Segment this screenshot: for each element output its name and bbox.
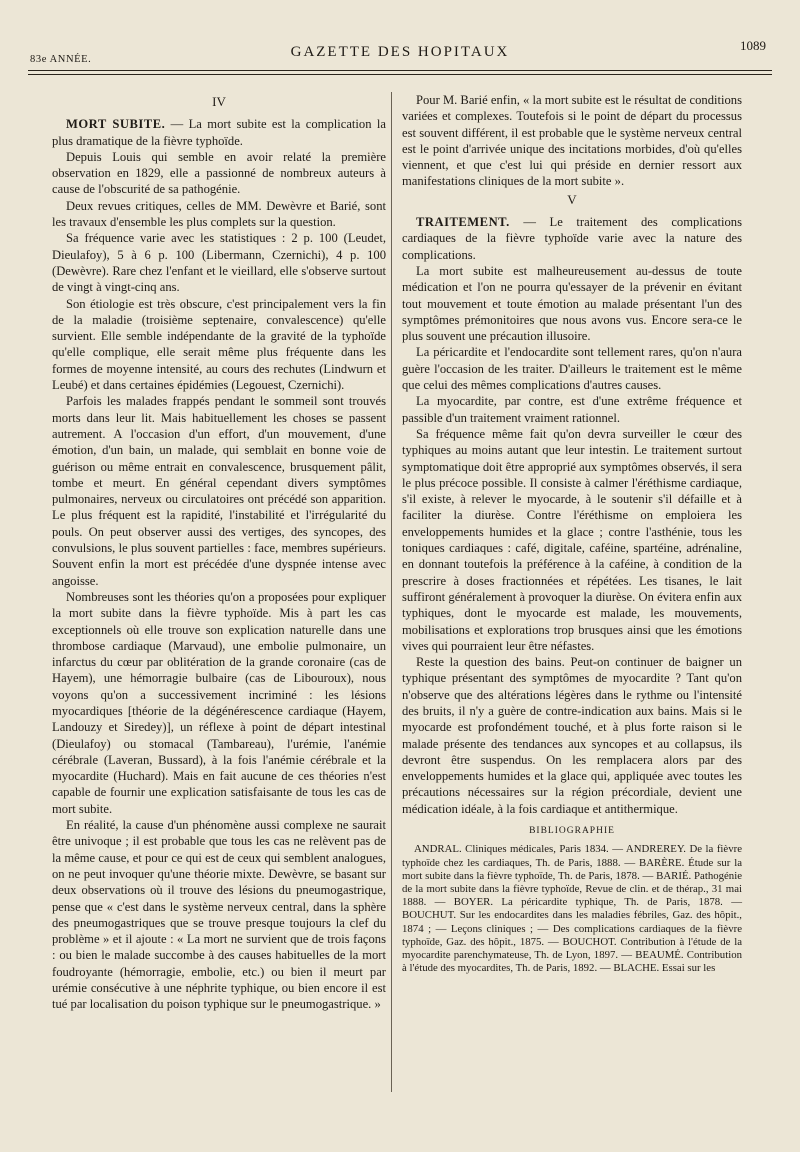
paragraph: En réalité, la cause d'un phénomène aussi complexe ne saurait être univoque ; il est probable que tous les cas ne relèvent pas de la même cause, et pour ce qui est de ceux qui semblent analogues, on ne peut invoquer qu'une théorie mixte. Dewèvre, se basant sur deux observations où il trouve des lésions du pneumogastrique, pense que « c'est dans le système nerveux central, dans la sphère des pneumogastriques que se trouve presque toujours la clef du problème » et il ajoute : « La mort ne survient que de trois façons : ou bien le malade succombe à des causes habituelles de la mort foudroyante (hémorragie, embolie, etc.) ou bien il meurt par urémie consécutive à une néphrite typhique, ou bien encore il est tué par localisation du poison typhique sur le pneumogastrique. »	[52, 818, 386, 1012]
page-number: 1089	[740, 38, 766, 53]
paragraph: La myocardite, par contre, est d'une extrême fréquence et passible d'un traitement vraiment rationnel.	[402, 394, 742, 425]
paragraph: Son étiologie est très obscure, c'est principalement vers la fin de la maladie (troisième septenaire, convalescence) qu'elle survient. Elle semble indépendante de la gravité de la typhoïde qu'elle complique, elle serait même plus fréquente dans les formes de moyenne intensité, au cours des rechutes (Lindwurn et Leubé) et dans certaines épidémies (Legouest, Czernichi).	[52, 296, 386, 393]
right-column	[402, 92, 742, 975]
paragraph: Reste la question des bains. Peut-on continuer de baigner un typhique présentant des symptômes de myocardite ? Tant qu'on n'observe que des altérations légères dans le rythme ou l'intensité des bruits, il n'y a guère de contre-indication aux bains. Mais si le myocarde est profondément touché, et à plus forte raison si le malade présente des tendances aux syncopes et au collapsus, ils devront être suspendus. On les remplacera alors par des enveloppements humides et la glace qui, appliquée avec toutes les précautions nécessaires sur la région précordiale, devient une médication idéale, à la fois cardiaque et antithermique.	[402, 655, 742, 816]
section-lead-mort-subite: MORT SUBITE.	[66, 117, 166, 132]
paragraph: La mort subite est malheureusement au-dessus de toute médication et l'on ne pourra qu'essayer de la prévenir en évitant tout mouvement et toute émotion au malade présentant l'un des symptômes prémonitoires que nous avons vus. Encore sera-ce le plus souvent une précaution illusoire.	[402, 263, 742, 344]
column-divider	[391, 92, 392, 1092]
bibliography-text: ANDRAL. Cliniques médicales, Paris 1834. — ANDREREY. De la fièvre typhoïde chez les cardiaques, Th. de Paris, 1888. — BARÈRE. Étude sur la mort subite dans la fièvre typhoïde, Th. de Paris, 1878. — BARIÉ. Pathogénie de la mort subite dans la fièvre typhoïde, Revue de clin. et de thérap., 31 mai 1888. — BOYER. La péricardite typhique, Th. de Paris, 1878. — BOUCHUT. Sur les endocardites dans les maladies fébriles, Gaz. des hôpit., 1874 ; — Leçons cliniques ; — Des complications cardiaques de la fièvre typhoïde, Gaz. des hôpit., 1875. — BOUCHOT. Contribution à l'étude de la myocardite parenchymateuse, Th. de Lyon, 1897. — BEAUMÉ. Contribution à l'étude des myocardites, Th. de Paris, 1892. — BLACHE. Essai sur les	[402, 843, 742, 975]
section-lead-traitement: TRAITEMENT.	[416, 215, 510, 230]
paragraph: Nombreuses sont les théories qu'on a proposées pour expliquer la mort subite dans la fièvre typhoïde. Mis à part les cas exceptionnels où elle trouve son explication naturelle dans une thrombose cardiaque (Marvaud), une embolie pulmonaire, un infarctus du cœur par oblitération de la grande coronaire (cas de Hayem), une hémorragie bulbaire (cas de Libouroux), nous voyons qu'on a successivement incriminé : les lésions myocardiques [théorie de la dégénérescence cardiaque (Hayem, Landouzy et Siredey)], un réflexe à point de départ intestinal (Dieulafoy) ou stomacal (Tambareau), l'urémie, l'anémie cérébrale (Laveran, Bussard), à la fois l'anémie cérébrale et la myocardite (Huchard). Mais en fait aucune de ces théories n'est capable de fournir une explication satisfaisante de tous les cas de mort subite.	[52, 589, 386, 816]
section-number-v: V	[567, 191, 577, 207]
bibliography-heading: BIBLIOGRAPHIE	[529, 826, 615, 837]
paragraph: Depuis Louis qui semble en avoir relaté la première observation en 1829, elle a passionné de nombreux auteurs à cause de l'obscurité de sa pathogénie.	[52, 149, 386, 197]
running-header	[30, 38, 770, 68]
paragraph: Sa fréquence même fait qu'on devra surveiller le cœur des typhiques au moins autant que leur intestin. Le traitement surtout symptomatique doit être approprié aux symptômes observés, il sera le plus précoce possible. Il consiste à calmer l'éréthisme cardiaque, s'il existe, à relever le myocarde, à le soutenir s'il défaille et à faciliter la diurèse. Contre l'éréthisme on emploiera les enveloppements humides et la glace ; contre l'asthénie, tous les toniques cardiaques : café, digitale, caféine, spartéine, adrénaline, en donnant toutefois la préférence à la caféine, à condition de la prescrire à doses fractionnées et répétées. Les tisanes, le lait suffiront généralement à provoquer la diurèse. On évitera enfin aux typhiques, dont le myocarde est malade, les mouvements, mobilisations et explorations trop brusques ainsi que les émotions vives qui pourraient leur être néfastes.	[402, 426, 742, 653]
paragraph: Pour M. Barié enfin, « la mort subite est le résultat de conditions variées et complexes. Toutefois si le point de départ du processus est souvent différent, il est probable que le système nerveux central est le point d'arrivée unique des incitations morbides, d'où qu'elles viennent, et que c'est lui qui préside en dernier ressort aux manifestations cliniques de la mort subite ».	[402, 93, 742, 189]
paragraph-intro	[402, 214, 742, 263]
paragraph-text: — Le traitement des complications cardiaques de la fièvre typhoïde varie avec la nature des complications.	[402, 215, 742, 262]
paragraph-intro	[52, 116, 386, 149]
volume-year: 83e ANNÉE.	[30, 54, 92, 65]
section-number-iv: IV	[212, 94, 226, 109]
paragraph: Parfois les malades frappés pendant le sommeil sont trouvés morts dans leur lit. Mais habituellement les choses se passent autrement. A l'occasion d'un effort, d'un mouvement, d'une émotion, d'un bain, un malade, qui semblait en bonne voie de guérison ou même entrait en convalescence, brusquement pâlit, tombe et meurt. En général cependant divers symptômes pulmonaires, nerveux ou circulatoires ont précédé son apparition. Le plus fréquent est la rapidité, l'instabilité et l'irrégularité du pouls. On peut observer aussi des vertiges, des syncopes, des convulsions, le plus souvent partielles : face, membres supérieurs. Souvent enfin la mort est précédée d'une dyspnée intense avec angoisse.	[52, 394, 386, 588]
paragraph: La péricardite et l'endocardite sont tellement rares, qu'on n'aura guère l'occasion de les traiter. D'ailleurs le traitement est le même que celui des mêmes complications d'autres causes.	[402, 345, 742, 393]
header-rule	[28, 70, 772, 71]
paragraph: Sa fréquence varie avec les statistiques : 2 p. 100 (Leudet, Dieulafoy), 5 à 6 p. 100 (Libermann, Czernichi), 4 p. 100 (Dewèvre). Rare chez l'enfant et le vieillard, elle s'observe surtout de vingt à vingt-cinq ans.	[52, 231, 386, 295]
paragraph-text: — La mort subite est la complication la plus dramatique de la fièvre typhoïde.	[52, 117, 386, 148]
left-column	[52, 92, 386, 1013]
journal-title: GAZETTE DES HOPITAUX	[290, 44, 510, 60]
header-rule-double	[28, 74, 772, 75]
paragraph: Deux revues critiques, celles de MM. Dewèvre et Barié, sont les travaux d'ensemble les plus complets sur la question.	[52, 198, 386, 230]
